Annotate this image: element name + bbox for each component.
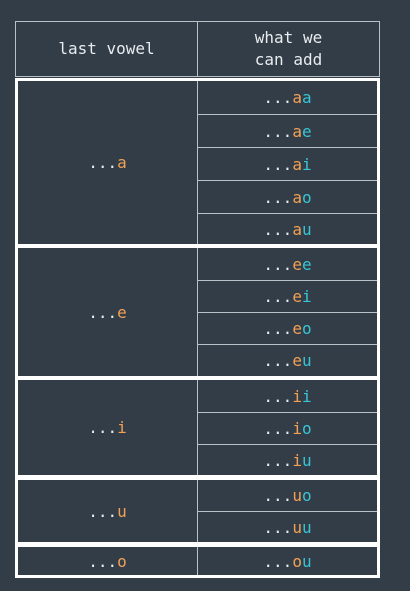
added-vowel: o	[301, 319, 312, 338]
added-vowel: u	[301, 219, 312, 239]
last-vowel: e	[117, 302, 127, 322]
option-cell	[198, 213, 377, 244]
header-last-vowel: last vowel	[15, 21, 198, 77]
option-cell	[198, 380, 377, 412]
added-vowel: i	[301, 154, 312, 174]
ellipsis: ...	[263, 551, 293, 571]
header-what-we-can-add: what we can add	[197, 21, 380, 77]
ellipsis: ...	[263, 450, 293, 470]
ellipsis: ...	[263, 319, 293, 338]
existing-vowel: e	[292, 319, 302, 338]
added-vowel: u	[301, 551, 312, 571]
existing-vowel: e	[292, 287, 302, 306]
existing-vowel: i	[292, 419, 302, 438]
ellipsis: ...	[88, 501, 118, 521]
added-vowel: a	[301, 88, 312, 107]
option-cell	[198, 444, 377, 475]
ellipsis: ...	[263, 287, 293, 306]
existing-vowel: a	[292, 88, 302, 107]
added-vowel: u	[301, 517, 312, 537]
existing-vowel: a	[292, 154, 302, 174]
last-vowel-label	[18, 547, 198, 575]
existing-vowel: e	[292, 254, 302, 274]
group-o	[15, 544, 380, 578]
option-cell	[198, 81, 377, 114]
added-vowel: o	[301, 187, 312, 207]
option-cell	[198, 511, 377, 542]
option-cell	[198, 312, 377, 344]
existing-vowel: i	[292, 386, 302, 406]
last-vowel: o	[117, 551, 127, 571]
added-vowel: e	[301, 121, 312, 141]
existing-vowel: a	[292, 121, 302, 141]
option-cell	[198, 344, 377, 376]
option-cell	[198, 147, 377, 180]
option-cell	[198, 480, 377, 511]
added-vowel: i	[301, 386, 312, 406]
added-vowel: u	[301, 450, 312, 470]
ellipsis: ...	[263, 121, 293, 141]
option-cell	[198, 180, 377, 213]
ellipsis: ...	[88, 153, 118, 172]
added-vowel: u	[301, 351, 312, 370]
ellipsis: ...	[263, 517, 293, 537]
ellipsis: ...	[263, 154, 293, 174]
ellipsis: ...	[88, 551, 118, 571]
group-e	[15, 245, 380, 379]
last-vowel-label	[18, 248, 198, 376]
added-vowel: e	[301, 254, 312, 274]
ellipsis: ...	[263, 386, 293, 406]
existing-vowel: o	[292, 551, 302, 571]
ellipsis: ...	[263, 486, 293, 505]
last-vowel-label	[18, 81, 198, 244]
last-vowel: u	[117, 501, 127, 521]
ellipsis: ...	[263, 419, 293, 438]
ellipsis: ...	[263, 219, 293, 239]
existing-vowel: u	[292, 486, 302, 505]
added-vowel: o	[301, 419, 312, 438]
group-i	[15, 377, 380, 478]
ellipsis: ...	[88, 302, 118, 322]
existing-vowel: e	[292, 351, 302, 370]
ellipsis: ...	[88, 418, 118, 437]
option-cell	[198, 114, 377, 147]
option-cell	[198, 547, 377, 575]
group-u	[15, 477, 380, 545]
existing-vowel: a	[292, 219, 302, 239]
option-cell	[198, 248, 377, 280]
ellipsis: ...	[263, 187, 293, 207]
ellipsis: ...	[263, 88, 293, 107]
option-cell	[198, 280, 377, 312]
last-vowel: i	[117, 418, 127, 437]
option-cell	[198, 412, 377, 444]
existing-vowel: i	[292, 450, 302, 470]
existing-vowel: u	[292, 517, 302, 537]
existing-vowel: a	[292, 187, 302, 207]
added-vowel: o	[301, 486, 312, 505]
last-vowel: a	[117, 153, 127, 172]
last-vowel-label	[18, 380, 198, 475]
added-vowel: i	[301, 287, 312, 306]
ellipsis: ...	[263, 254, 293, 274]
ellipsis: ...	[263, 351, 293, 370]
last-vowel-label	[18, 480, 198, 542]
group-a	[15, 78, 380, 247]
